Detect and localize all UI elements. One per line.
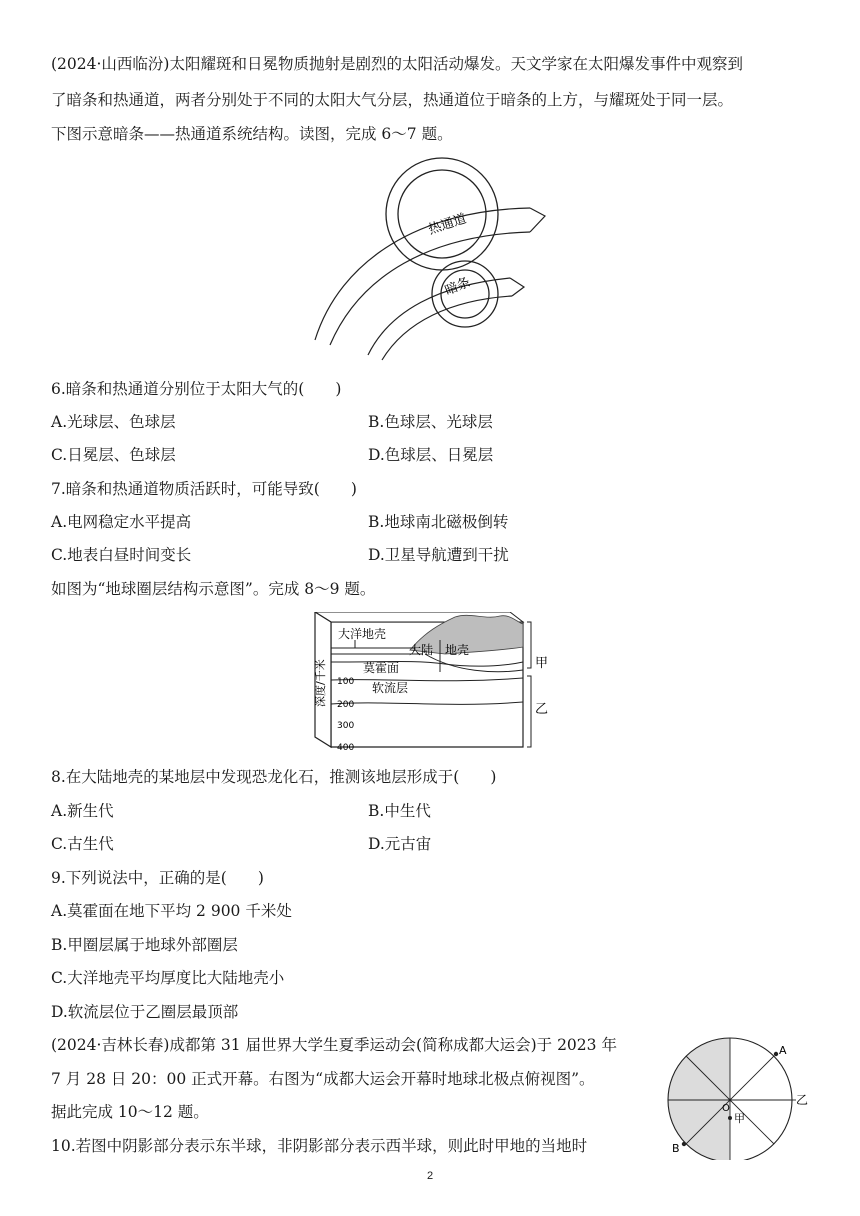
q8-option-b[interactable]: B.中生代 xyxy=(368,802,431,820)
q7-option-d[interactable]: D.卫星导航遭到干扰 xyxy=(368,546,509,564)
q8-stem: 8.在大陆地壳的某地层中发现恐龙化石，推测该地层形成于( ) xyxy=(51,768,497,786)
page-number: 2 xyxy=(426,1170,434,1182)
filament-arrow xyxy=(510,278,524,296)
intro-3-line-1: (2024·吉林长春)成都第 31 届世界大学生夏季运动会(简称成都大运会)于 2023 年 xyxy=(51,1036,617,1054)
asthenosphere-label: 软流层 xyxy=(372,681,409,695)
filament-hot-channel-figure xyxy=(300,150,560,370)
label-jia: 甲 xyxy=(734,1112,745,1125)
continent-label: 大陆 xyxy=(409,643,434,657)
north-pole-view-figure xyxy=(660,1030,810,1160)
center-o xyxy=(729,1099,732,1102)
q8-option-a[interactable]: A.新生代 xyxy=(51,802,114,820)
yi-label: 乙 xyxy=(535,702,549,717)
q7-option-c[interactable]: C.地表白昼时间变长 xyxy=(51,546,192,564)
intro-line-2: 了暗条和热通道，两者分别处于不同的太阳大气分层，热通道位于暗条的上方，与耀斑处于同一层。 xyxy=(51,91,734,109)
label-b: B xyxy=(672,1142,680,1155)
jia-label: 甲 xyxy=(535,656,549,671)
depth-tick-300: 300 xyxy=(337,721,355,731)
filament-label: 暗条 xyxy=(442,275,473,299)
point-b xyxy=(682,1142,686,1146)
q9-option-d[interactable]: D.软流层位于乙圈层最顶部 xyxy=(51,1003,239,1021)
hot-channel-lower-edge xyxy=(330,232,530,345)
q6-option-a[interactable]: A.光球层、色球层 xyxy=(51,413,176,431)
q9-stem: 9.下列说法中，正确的是( ) xyxy=(51,869,264,887)
depth-tick-100: 100 xyxy=(337,677,355,687)
label-o: O xyxy=(722,1103,730,1114)
q10-stem: 10.若图中阴影部分表示东半球，非阴影部分表示西半球，则此时甲地的当地时 xyxy=(51,1137,588,1155)
outer-ring-outer xyxy=(386,158,498,270)
earth-layers-figure xyxy=(305,612,565,757)
crust-label: 地壳 xyxy=(445,643,470,657)
q6-option-d[interactable]: D.色球层、日冕层 xyxy=(368,446,494,464)
q8-option-d[interactable]: D.元古宙 xyxy=(368,835,432,853)
point-jia xyxy=(728,1116,732,1120)
q9-option-b[interactable]: B.甲圈层属于地球外部圈层 xyxy=(51,936,238,954)
intro-3-line-2: 7 月 28 日 20：00 正式开幕。右图为“成都大运会开幕时地球北极点俯视图”。 xyxy=(51,1070,595,1088)
intro-line-3: 下图示意暗条——热通道系统结构。读图，完成 6～7 题。 xyxy=(51,125,453,143)
q6-option-c[interactable]: C.日冕层、色球层 xyxy=(51,446,176,464)
label-a: A xyxy=(779,1044,787,1057)
moho-label: 莫霍面 xyxy=(363,661,400,675)
hot-channel-label: 热通道 xyxy=(426,211,469,238)
depth-tick-200: 200 xyxy=(337,700,355,710)
q7-stem: 7.暗条和热通道物质活跃时，可能导致( ) xyxy=(51,480,357,498)
q9-option-a[interactable]: A.莫霍面在地下平均 2 900 千米处 xyxy=(51,902,292,920)
q8-option-c[interactable]: C.古生代 xyxy=(51,835,114,853)
q7-option-b[interactable]: B.地球南北磁极倒转 xyxy=(368,513,509,531)
jia-bracket xyxy=(527,622,531,668)
q7-option-a[interactable]: A.电网稳定水平提高 xyxy=(51,513,192,531)
label-yi: 乙 xyxy=(796,1093,809,1107)
intro-line-1: (2024·山西临汾)太阳耀斑和日冕物质抛射是剧烈的太阳活动爆发。天文学家在太阳爆发事件中观察到 xyxy=(51,55,743,73)
q6-option-b[interactable]: B.色球层、光球层 xyxy=(368,413,493,431)
filament-lower-edge xyxy=(382,296,512,360)
depth-axis-label: 深度/千米 xyxy=(314,659,327,707)
point-a xyxy=(774,1052,778,1056)
intro-2: 如图为“地球圈层结构示意图”。完成 8～9 题。 xyxy=(51,580,376,598)
yi-bracket xyxy=(527,676,531,747)
depth-tick-400: 400 xyxy=(337,743,355,753)
q6-stem: 6.暗条和热通道分别位于太阳大气的( ) xyxy=(51,380,342,398)
small-ring-outer xyxy=(432,261,498,327)
ocean-crust-label: 大洋地壳 xyxy=(338,627,387,641)
hot-channel-arrow xyxy=(530,208,545,232)
q9-option-c[interactable]: C.大洋地壳平均厚度比大陆地壳小 xyxy=(51,969,285,987)
intro-3-line-3: 据此完成 10～12 题。 xyxy=(51,1103,209,1121)
